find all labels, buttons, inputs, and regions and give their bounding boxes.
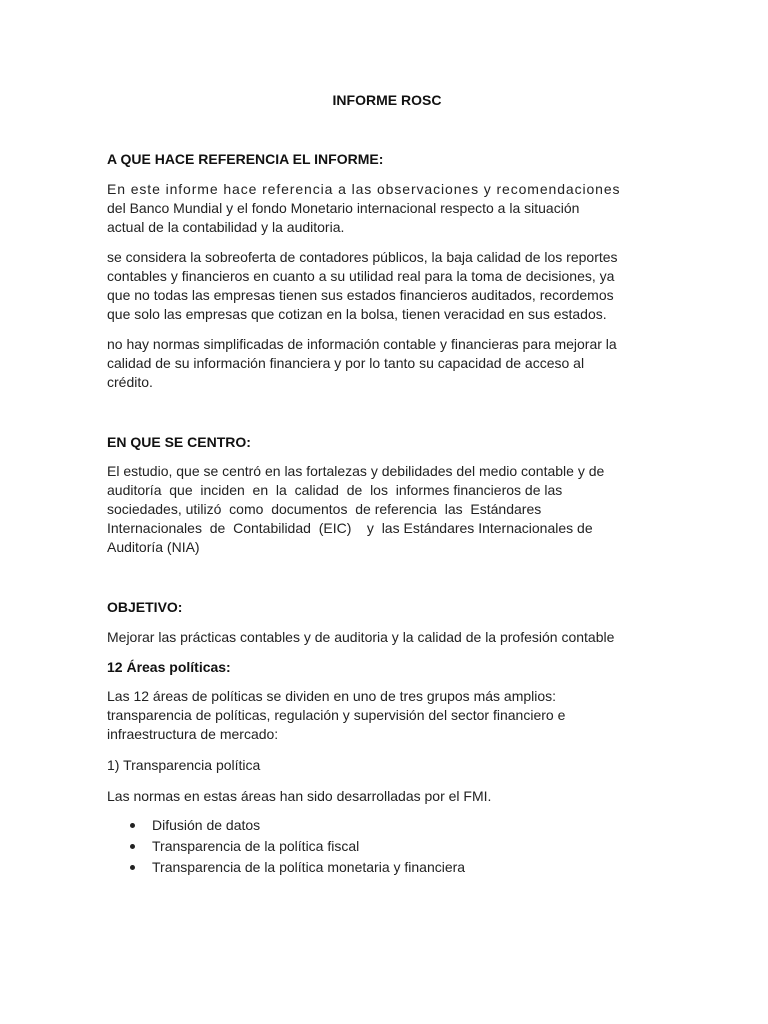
bullet-icon: [130, 844, 135, 849]
list-item: [107, 836, 465, 857]
list-item-text: Transparencia de la política fiscal: [152, 838, 360, 854]
paragraph-line: se considera la sobreoferta de contadores públicos, la baja calidad de los reportes: [107, 249, 618, 265]
paragraph-line: En este informe hace referencia a las observaciones y recomendaciones: [107, 181, 621, 197]
paragraph-referencia-3: [107, 335, 667, 392]
paragraph-areas-3: [107, 787, 667, 806]
paragraph-line: no hay normas simplificadas de información contable y financieras para mejorar la: [107, 336, 617, 352]
paragraph-line: Auditoría (NIA): [107, 539, 200, 555]
heading-areas: 12 Áreas políticas:: [107, 659, 231, 675]
paragraph-line: Internacionales de Contabilidad (EIC) y las Estándares Internacionales de: [107, 520, 593, 536]
list-item-text: Difusión de datos: [152, 817, 261, 833]
paragraph-areas-1: [107, 687, 667, 744]
bullet-icon: [130, 823, 135, 828]
paragraph-objetivo-1: [107, 628, 667, 647]
paragraph-line: Las normas en estas áreas han sido desarrolladas por el FMI.: [107, 788, 492, 804]
paragraph-line: Mejorar las prácticas contables y de auditoria y la calidad de la profesión contable: [107, 629, 615, 645]
paragraph-line: auditoría que inciden en la calidad de los informes financieros de las: [107, 482, 563, 498]
paragraph-line: calidad de su información financiera y por lo tanto su capacidad de acceso al: [107, 355, 585, 371]
paragraph-referencia-2: [107, 248, 667, 324]
bullet-icon: [130, 865, 135, 870]
paragraph-line: que no todas las empresas tienen sus estados financieros auditados, recordemos: [107, 287, 614, 303]
paragraph-line: sociedades, utilizó como documentos de referencia las Estándares: [107, 501, 542, 517]
paragraph-line: crédito.: [107, 374, 153, 390]
bullet-list: [107, 815, 465, 878]
paragraph-line: infraestructura de mercado:: [107, 726, 279, 742]
paragraph-areas-2: [107, 756, 667, 775]
paragraph-line: Las 12 áreas de políticas se dividen en uno de tres grupos más amplios:: [107, 688, 557, 704]
document-title: INFORME ROSC: [332, 92, 442, 108]
paragraph-line: El estudio, que se centró en las fortalezas y debilidades del medio contable y de: [107, 463, 605, 479]
paragraph-line: actual de la contabilidad y la auditoria.: [107, 219, 345, 235]
paragraph-referencia-1: [107, 180, 667, 237]
paragraph-line: contables y financieros en cuanto a su utilidad real para la toma de decisiones, ya: [107, 268, 615, 284]
list-item-text: Transparencia de la política monetaria y financiera: [152, 859, 466, 875]
paragraph-centro-1: [107, 462, 667, 557]
paragraph-line: transparencia de políticas, regulación y supervisión del sector financiero e: [107, 707, 566, 723]
paragraph-line: del Banco Mundial y el fondo Monetario internacional respecto a la situación: [107, 200, 580, 216]
paragraph-line: 1) Transparencia política: [107, 757, 261, 773]
heading-referencia: A QUE HACE REFERENCIA EL INFORME:: [107, 151, 384, 167]
heading-centro: EN QUE SE CENTRO:: [107, 434, 251, 450]
list-item: [107, 815, 465, 836]
list-item: [107, 857, 465, 878]
heading-objetivo: OBJETIVO:: [107, 599, 183, 615]
paragraph-line: que solo las empresas que cotizan en la bolsa, tienen veracidad en sus estados.: [107, 306, 607, 322]
